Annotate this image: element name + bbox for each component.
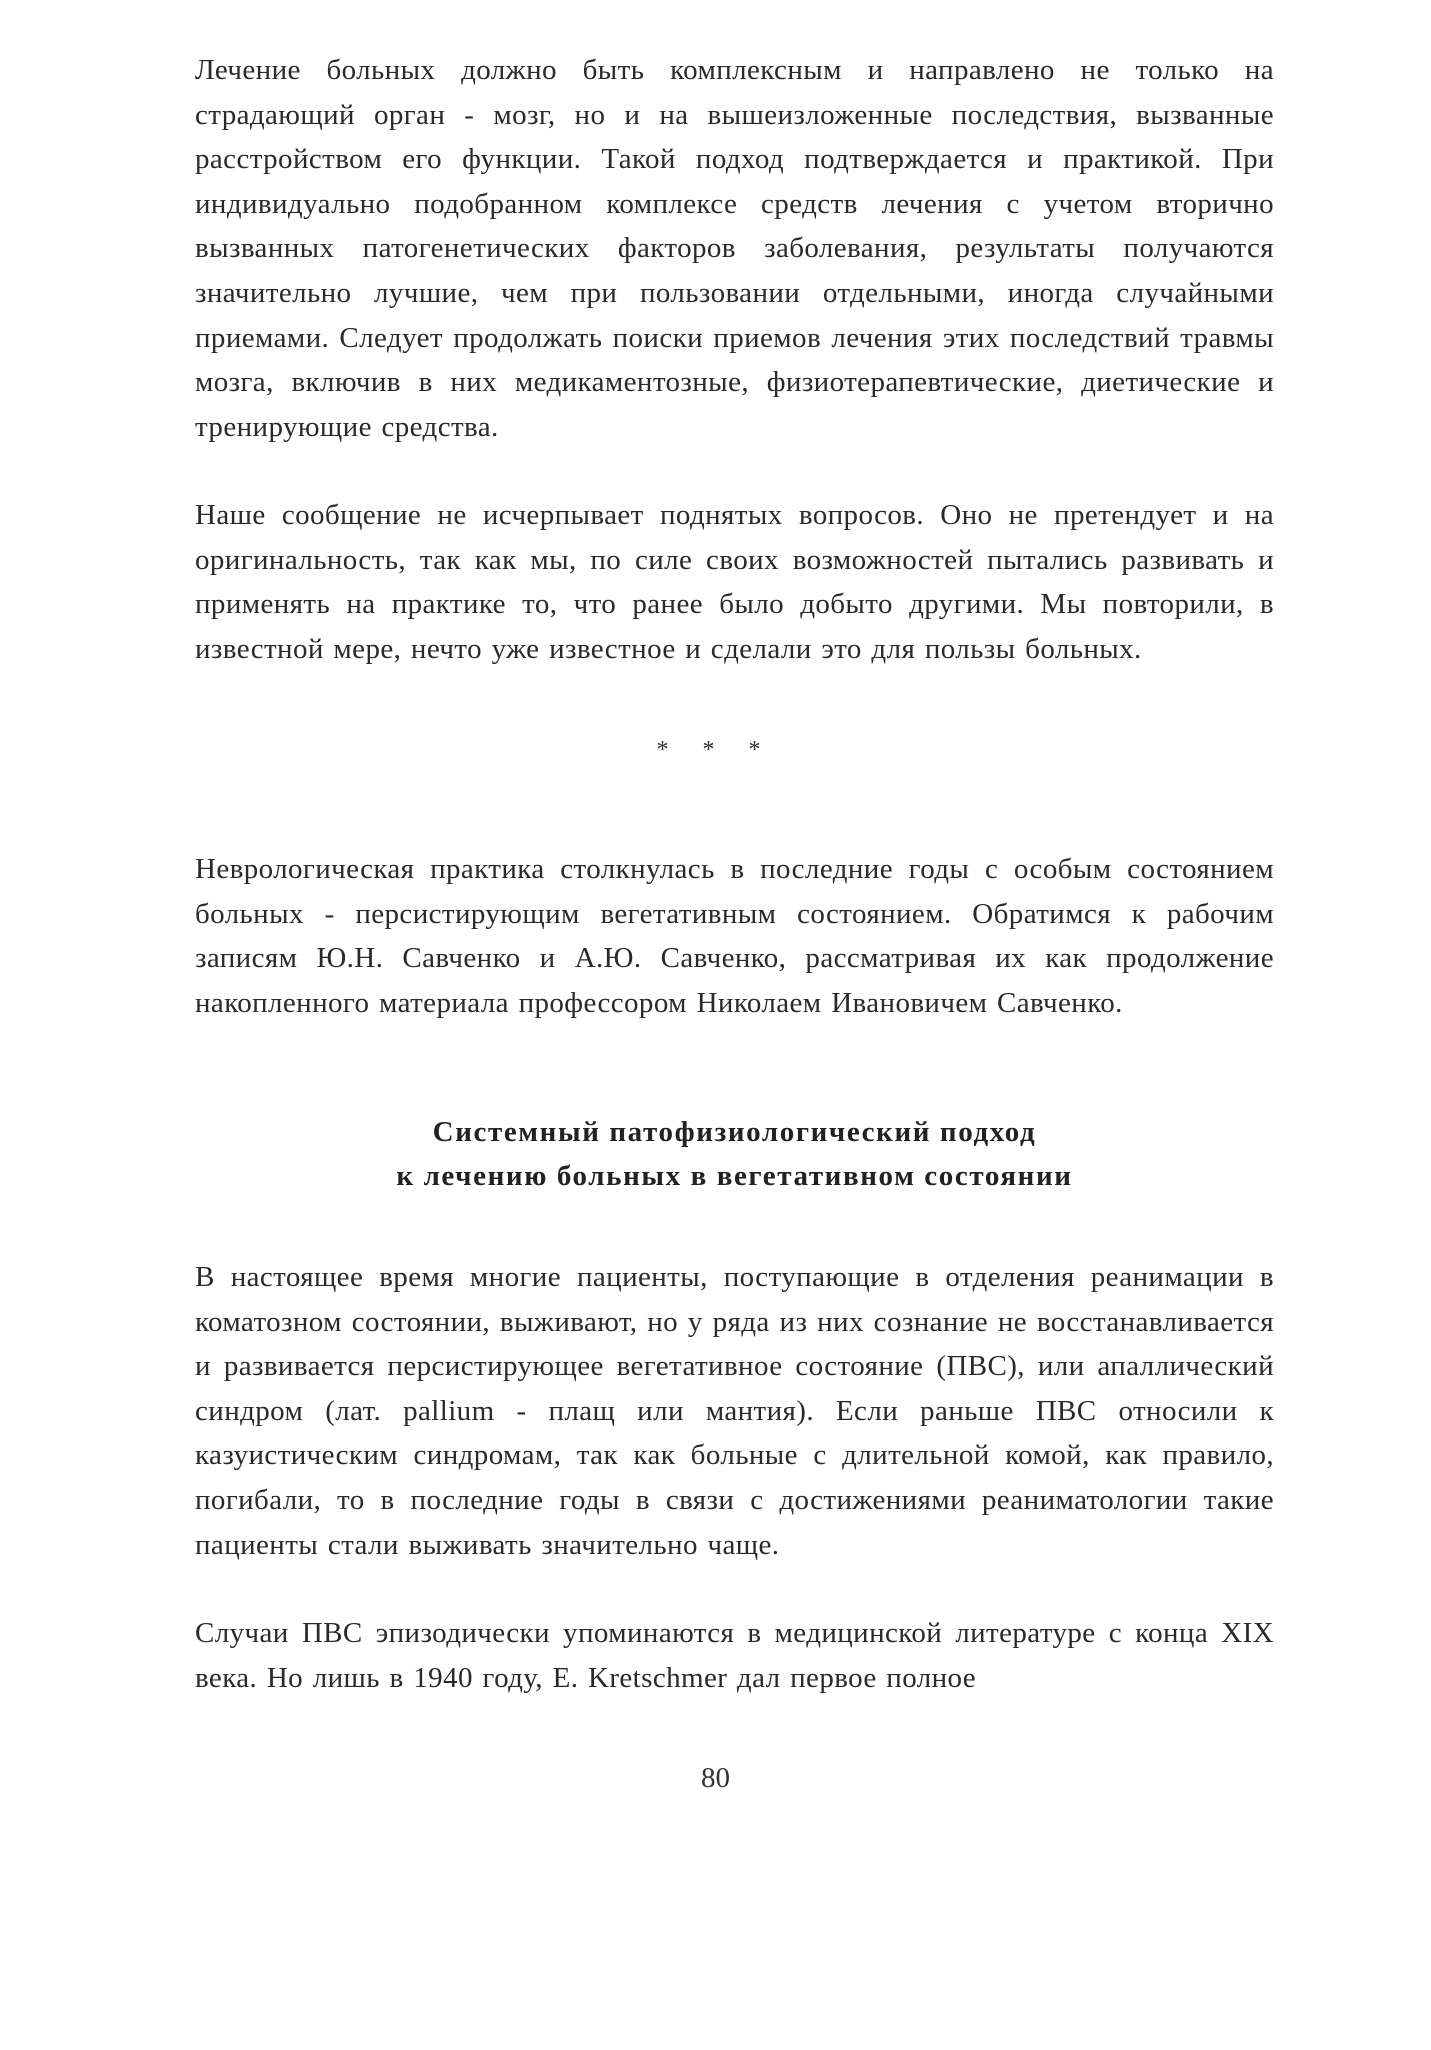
paragraph-text: Наше сообщение не исчерпывает поднятых вопросов. Оно не претендует и на оригинальность, так как мы, по силе своих возможностей пытались развивать и применять на практике то, что ранее было добыто другими. Мы повторили, в известной мере, нечто уже известное и сделали это для пользы больных. [195, 499, 1274, 665]
paragraph-neurological-practice [195, 847, 1274, 1025]
section-heading [195, 1110, 1274, 1198]
paragraph-treatment-approach [195, 48, 1274, 449]
heading-line-1: Системный патофизиологический подход [432, 1116, 1037, 1148]
section-separator: * * * [656, 737, 775, 763]
heading-line-2: к лечению больных в вегетативном состоянии [396, 1160, 1073, 1192]
paragraph-text: Неврологическая практика столкнулась в последние годы с особым состоянием больных - персистирующим вегетативным состоянием. Обратимся к рабочим записям Ю.Н. Савченко и А.Ю. Савченко, рассматривая их как продолжение накопленного материала профессором Николаем Ивановичем Савченко. [195, 853, 1274, 1019]
page-number: 80 [701, 1762, 730, 1794]
paragraph-text: Лечение больных должно быть комплексным и направлено не только на страдающий орган - мозг, но и на вышеизложенные последствия, вызванные расстройством его функции. Такой подход подтверждается и практикой. При индивидуально подобранном комплексе средств лечения с учетом вторично вызванных патогенетических факторов заболевания, результаты получаются значительно лучшие, чем при пользовании отдельными, иногда случайными приемами. Следует продолжать поиски приемов лечения этих последствий травмы мозга, включив в них медикаментозные, физиотерапевтические, диетические и тренирующие средства. [195, 54, 1274, 443]
paragraph-our-report [195, 493, 1274, 671]
paragraph-current-patients [195, 1255, 1274, 1567]
paragraph-pvs-history [195, 1611, 1274, 1700]
paragraph-text: В настоящее время многие пациенты, поступающие в отделения реанимации в коматозном состоянии, выживают, но у ряда из них сознание не восстанавливается и развивается персистирующее вегетативное состояние (ПВС), или апаллический синдром (лат. pallium - плащ или мантия). Если раньше ПВС относили к казуистическим синдромам, так как больные с длительной комой, как правило, погибали, то в последние годы в связи с достижениями реаниматологии такие пациенты стали выживать значительно чаще. [195, 1261, 1274, 1561]
paragraph-text: Случаи ПВС эпизодически упоминаются в медицинской литературе с конца XIX века. Но лишь в 1940 году, E. Kretschmer дал первое полное [195, 1617, 1274, 1694]
